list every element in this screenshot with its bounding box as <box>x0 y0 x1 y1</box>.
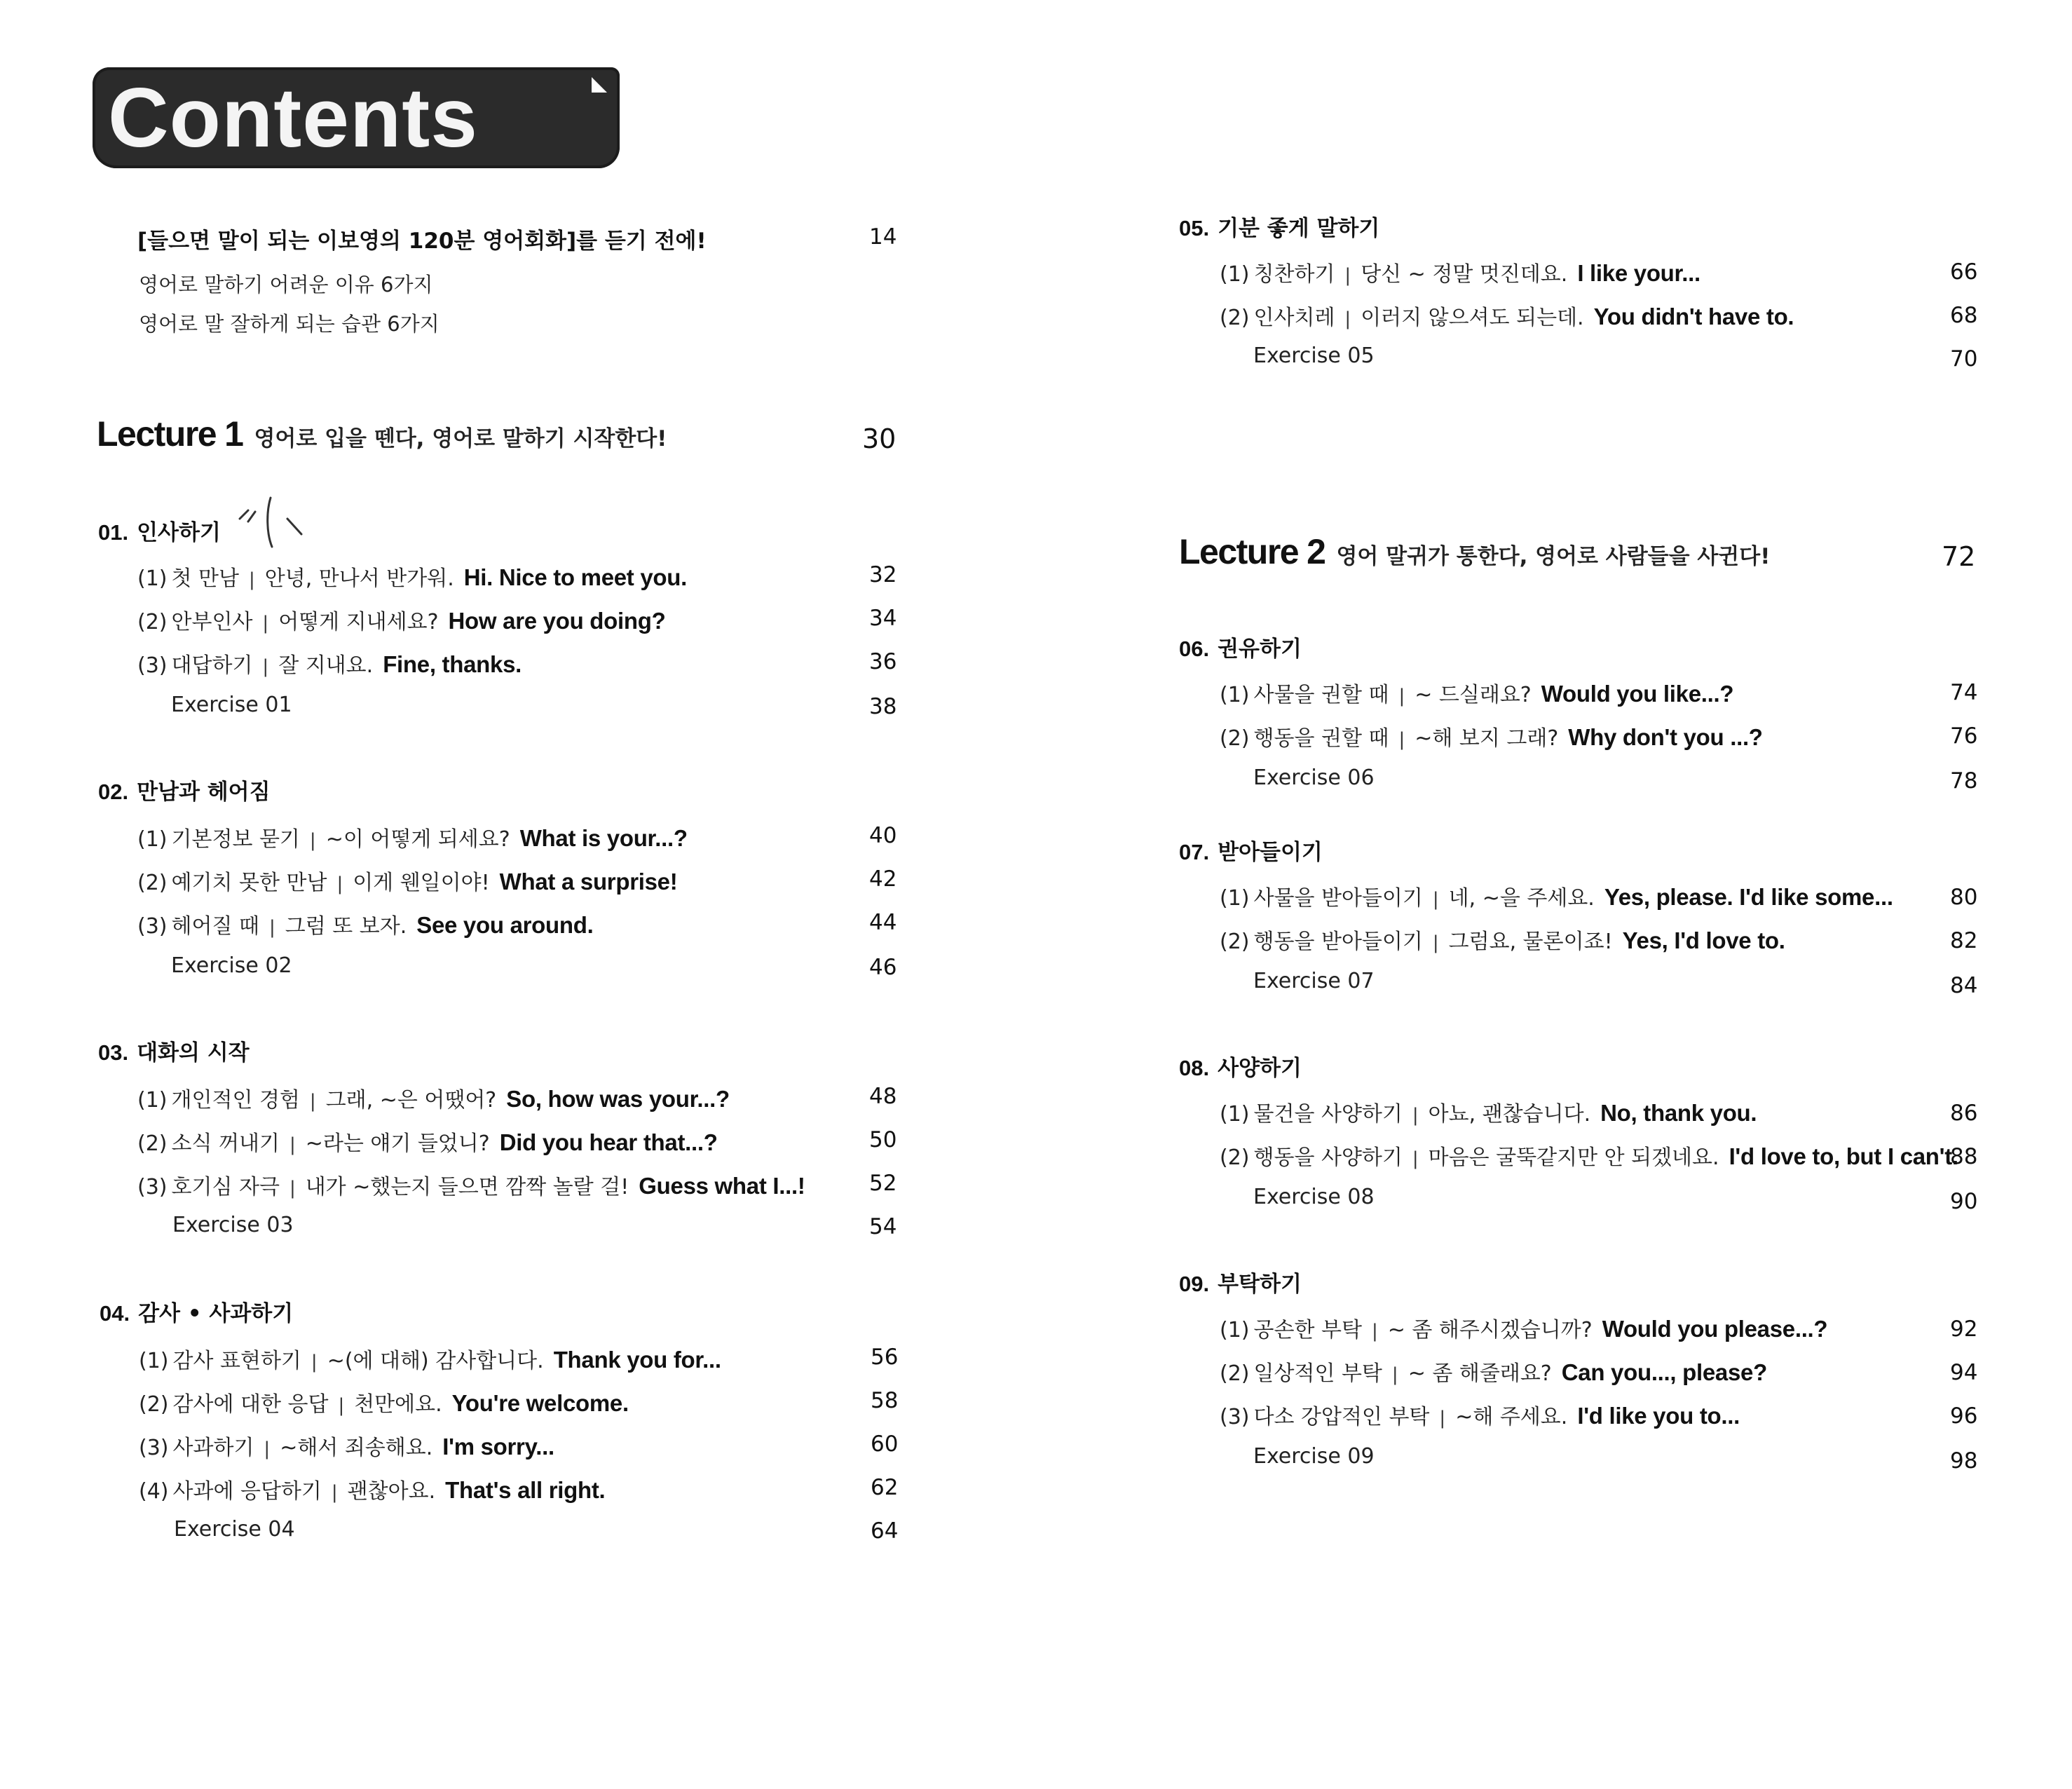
toc-item[interactable] <box>1220 257 1700 287</box>
item-topic: 첫 만남 <box>171 566 239 591</box>
item-separator: | <box>1391 1364 1398 1385</box>
exercise-link[interactable] <box>1253 1444 1375 1469</box>
item-english: I like your... <box>1577 260 1700 286</box>
item-page: 34 <box>869 606 897 631</box>
item-topic: 공손한 부탁 <box>1253 1318 1362 1342</box>
item-page: 82 <box>1950 928 1978 953</box>
item-page: 48 <box>869 1084 897 1109</box>
item-number: (4) <box>139 1479 169 1504</box>
section-number: 02. <box>98 780 129 804</box>
item-separator: | <box>331 1482 338 1503</box>
section-number: 05. <box>1179 216 1210 240</box>
item-english: What is your...? <box>519 825 688 851</box>
item-number: (2) <box>1220 930 1250 954</box>
item-number: (2) <box>139 1392 169 1417</box>
item-page: 60 <box>871 1431 899 1457</box>
item-page: 96 <box>1950 1403 1978 1429</box>
item-korean: ~해 보지 그래? <box>1415 726 1559 751</box>
item-page: 52 <box>869 1171 897 1196</box>
item-page: 86 <box>1950 1101 1978 1126</box>
toc-item[interactable] <box>1220 677 1733 708</box>
item-korean: 이러지 않으셔도 되는데. <box>1361 306 1584 330</box>
toc-item[interactable] <box>137 561 687 592</box>
item-korean: ~해 주세요. <box>1455 1405 1568 1429</box>
item-topic: 호기심 자극 <box>171 1175 280 1199</box>
item-korean: 마음은 굴뚝같지만 안 되겠네요. <box>1428 1145 1719 1170</box>
item-topic: 헤어질 때 <box>171 914 259 939</box>
section-03-title <box>98 1035 250 1066</box>
section-05-title <box>1179 210 1379 242</box>
item-english: Yes, I'd love to. <box>1622 927 1785 953</box>
item-separator: | <box>1412 1105 1419 1126</box>
item-separator: | <box>289 1134 296 1155</box>
item-separator: | <box>338 1395 345 1416</box>
section-number: 09. <box>1179 1272 1210 1296</box>
item-number: (1) <box>1220 1102 1250 1127</box>
item-korean: ~ 좀 해주시겠습니까? <box>1387 1318 1593 1342</box>
toc-item[interactable] <box>1220 721 1763 751</box>
item-topic: 대답하기 <box>171 653 253 678</box>
lecture-1-page: 30 <box>862 423 897 454</box>
item-topic: 물건을 사양하기 <box>1253 1102 1403 1127</box>
toc-item[interactable] <box>139 1343 721 1374</box>
item-korean: 이게 웬일이야! <box>353 871 490 895</box>
item-page: 32 <box>869 562 897 587</box>
item-english: See you around. <box>416 912 594 938</box>
item-korean: 내가 ~했는지 들으면 깜짝 놀랄 걸! <box>305 1175 629 1199</box>
intro-title-row <box>137 223 707 254</box>
item-topic: 행동을 권할 때 <box>1253 726 1389 751</box>
item-topic: 감사 표현하기 <box>172 1349 301 1373</box>
item-korean: ~ 드실래요? <box>1415 683 1532 707</box>
item-english: How are you doing? <box>448 608 666 634</box>
exercise-label: Exercise 02 <box>171 953 292 978</box>
toc-item[interactable] <box>137 1082 730 1113</box>
item-page: 94 <box>1950 1360 1978 1385</box>
item-korean: 네, ~을 주세요. <box>1448 886 1595 911</box>
item-topic: 기본정보 묻기 <box>171 827 300 852</box>
handwritten-scribble <box>234 491 311 551</box>
lecture-number: 2 <box>1307 532 1325 571</box>
item-separator: | <box>1371 1321 1378 1342</box>
section-09-title <box>1179 1266 1302 1298</box>
exercise-page: 46 <box>869 955 897 980</box>
exercise-link[interactable] <box>1253 969 1375 993</box>
item-topic: 사물을 받아들이기 <box>1253 886 1423 911</box>
item-number: (3) <box>137 1175 168 1199</box>
exercise-page: 54 <box>869 1214 897 1239</box>
toc-item[interactable] <box>1220 1356 1767 1387</box>
item-korean: 안녕, 만나서 반가워. <box>264 566 454 591</box>
item-topic: 행동을 사양하기 <box>1253 1145 1403 1170</box>
item-separator: | <box>336 873 343 894</box>
item-separator: | <box>309 830 316 851</box>
item-number: (2) <box>1220 306 1250 330</box>
item-number: (2) <box>1220 1145 1250 1170</box>
page-title: Contents <box>108 71 478 165</box>
item-topic: 안부인사 <box>171 610 253 634</box>
toc-item[interactable] <box>1220 1096 1757 1127</box>
intro-line: 영어로 말하기 어려운 이유 6가지 <box>139 273 433 297</box>
intro-line: 영어로 말 잘하게 되는 습관 6가지 <box>139 312 439 336</box>
section-title: 만남과 헤어짐 <box>137 780 271 805</box>
item-english: That's all right. <box>445 1477 606 1503</box>
item-topic: 소식 꺼내기 <box>171 1131 280 1156</box>
section-02-title <box>98 774 271 805</box>
exercise-link[interactable] <box>1253 343 1375 368</box>
toc-item[interactable] <box>1220 1140 1958 1171</box>
item-separator: | <box>1344 308 1351 329</box>
item-english: No, thank you. <box>1600 1100 1757 1126</box>
item-korean: 그래, ~은 어땠어? <box>325 1088 497 1113</box>
section-title: 기분 좋게 말하기 <box>1218 216 1380 241</box>
item-separator: | <box>1398 686 1405 707</box>
item-english: Yes, please. I'd like some... <box>1604 884 1893 910</box>
item-separator: | <box>262 656 269 677</box>
item-english: Did you hear that...? <box>499 1129 718 1155</box>
item-topic: 개인적인 경험 <box>171 1088 300 1113</box>
toc-item[interactable] <box>137 1169 805 1200</box>
exercise-page: 38 <box>869 694 897 719</box>
item-page: 88 <box>1950 1144 1978 1169</box>
item-number: (1) <box>1220 886 1250 911</box>
section-08-title <box>1179 1050 1302 1082</box>
item-number: (1) <box>137 827 168 852</box>
item-topic: 인사치레 <box>1253 306 1335 330</box>
item-page: 36 <box>869 649 897 674</box>
exercise-page: 90 <box>1950 1189 1978 1214</box>
section-01-title <box>98 515 221 546</box>
toc-item[interactable] <box>137 1126 718 1157</box>
section-number: 08. <box>1179 1056 1210 1080</box>
item-korean: 그럼요, 물론이죠! <box>1448 930 1613 954</box>
exercise-label: Exercise 07 <box>1253 969 1375 993</box>
item-english: Fine, thanks. <box>383 651 522 677</box>
exercise-label: Exercise 08 <box>1253 1185 1375 1209</box>
item-number: (1) <box>1220 262 1250 287</box>
item-number: (1) <box>1220 683 1250 707</box>
item-english: You didn't have to. <box>1593 304 1794 329</box>
item-korean: 천만에요. <box>354 1392 442 1417</box>
item-english: So, how was your...? <box>506 1086 730 1112</box>
toc-item[interactable] <box>1220 880 1893 911</box>
exercise-page: 84 <box>1950 973 1978 998</box>
item-english: Hi. Nice to meet you. <box>463 564 688 590</box>
item-english: I'm sorry... <box>442 1434 554 1460</box>
item-page: 62 <box>871 1475 899 1500</box>
item-page: 76 <box>1950 723 1978 749</box>
item-topic: 다소 강압적인 부탁 <box>1253 1405 1430 1429</box>
item-english: Would you like...? <box>1541 681 1734 707</box>
lecture-label: Lecture <box>97 414 217 454</box>
exercise-label: Exercise 05 <box>1253 343 1375 368</box>
section-title: 권유하기 <box>1218 637 1302 662</box>
section-number: 03. <box>98 1040 129 1065</box>
intro-title: [들으면 말이 되는 이보영의 120분 영어회화]를 듣기 전에! <box>137 229 707 254</box>
item-page: 80 <box>1950 885 1978 910</box>
item-separator: | <box>309 1091 316 1112</box>
item-korean: 어떻게 지내세요? <box>278 610 439 634</box>
item-korean: ~라는 얘기 들었니? <box>305 1131 490 1156</box>
toc-item[interactable] <box>1220 924 1785 955</box>
item-english: Guess what I...! <box>639 1173 805 1199</box>
item-english: I'd like you to... <box>1577 1403 1740 1429</box>
item-english: Thank you for... <box>553 1347 721 1373</box>
item-topic: 행동을 받아들이기 <box>1253 930 1423 954</box>
item-korean: ~이 어떻게 되세요? <box>325 827 510 852</box>
item-english: Would you please...? <box>1602 1316 1828 1342</box>
section-title: 대화의 시작 <box>137 1040 250 1066</box>
exercise-label: Exercise 01 <box>171 693 292 717</box>
section-04-title <box>100 1295 293 1327</box>
item-number: (1) <box>137 566 168 591</box>
item-number: (3) <box>1220 1405 1250 1429</box>
item-page: 74 <box>1950 680 1978 705</box>
lecture-2-heading <box>1179 531 1770 572</box>
item-topic: 사과하기 <box>172 1436 254 1460</box>
item-separator: | <box>268 917 275 938</box>
item-separator: | <box>262 613 269 634</box>
exercise-label: Exercise 06 <box>1253 766 1375 790</box>
toc-item[interactable] <box>137 604 665 635</box>
item-english: You're welcome. <box>451 1390 629 1416</box>
item-page: 42 <box>869 866 897 892</box>
item-korean: 아뇨, 괜찮습니다. <box>1428 1102 1591 1127</box>
toc-item[interactable] <box>1220 1399 1740 1430</box>
item-number: (1) <box>137 1088 168 1113</box>
item-page: 40 <box>869 823 897 848</box>
section-title: 사양하기 <box>1218 1056 1302 1081</box>
item-number: (3) <box>137 653 168 678</box>
lecture-subtitle: 영어로 입을 뗀다, 영어로 말하기 시작한다! <box>254 426 667 451</box>
item-korean: ~(에 대해) 감사합니다. <box>327 1349 544 1373</box>
lecture-2-page: 72 <box>1942 541 1976 572</box>
item-separator: | <box>1432 932 1439 953</box>
item-page: 44 <box>869 910 897 935</box>
section-number: 01. <box>98 520 129 545</box>
item-number: (2) <box>137 1131 168 1156</box>
item-separator: | <box>248 569 255 590</box>
section-06-title <box>1179 631 1302 662</box>
exercise-link[interactable] <box>174 1517 295 1542</box>
exercise-label: Exercise 04 <box>174 1517 295 1542</box>
intro-line-2 <box>139 308 439 337</box>
item-topic: 일상적인 부탁 <box>1253 1361 1382 1386</box>
exercise-link[interactable] <box>171 953 292 978</box>
item-separator: | <box>311 1352 318 1373</box>
section-number: 04. <box>100 1301 130 1326</box>
item-english: Can you..., please? <box>1561 1359 1767 1385</box>
item-number: (2) <box>137 871 168 895</box>
exercise-label: Exercise 03 <box>172 1213 294 1237</box>
item-separator: | <box>264 1438 271 1460</box>
section-title: 감사 • 사과하기 <box>138 1301 294 1326</box>
exercise-label: Exercise 09 <box>1253 1444 1375 1469</box>
item-number: (3) <box>137 914 168 939</box>
right-page <box>1036 0 2072 1789</box>
item-korean: 그럼 또 보자. <box>285 914 407 939</box>
lecture-label: Lecture <box>1179 532 1299 571</box>
exercise-link[interactable] <box>171 693 292 717</box>
item-number: (2) <box>1220 1361 1250 1386</box>
item-separator: | <box>289 1178 296 1199</box>
toc-item[interactable] <box>139 1387 629 1417</box>
exercise-page: 78 <box>1950 768 1978 794</box>
item-separator: | <box>1412 1148 1419 1169</box>
lecture-number: 1 <box>224 414 243 454</box>
item-number: (2) <box>1220 726 1250 751</box>
exercise-page: 98 <box>1950 1448 1978 1474</box>
exercise-link[interactable] <box>1253 1185 1375 1209</box>
item-page: 92 <box>1950 1317 1978 1342</box>
folded-corner-icon <box>589 74 610 95</box>
item-topic: 칭찬하기 <box>1253 262 1335 287</box>
item-topic: 사물을 권할 때 <box>1253 683 1389 707</box>
item-korean: 당신 ~ 정말 멋진데요. <box>1361 262 1568 287</box>
lecture-subtitle: 영어 말귀가 통한다, 영어로 사람들을 사귄다! <box>1336 544 1771 569</box>
toc-item[interactable] <box>1220 1312 1827 1343</box>
section-07-title <box>1179 834 1323 866</box>
toc-item[interactable] <box>137 865 677 896</box>
item-separator: | <box>1344 265 1351 286</box>
item-topic: 예기치 못한 만남 <box>171 871 327 895</box>
item-english: Why don't you ...? <box>1568 724 1763 750</box>
item-page: 56 <box>871 1345 899 1370</box>
toc-item[interactable] <box>139 1430 554 1461</box>
item-separator: | <box>1432 889 1439 910</box>
toc-item[interactable] <box>1220 300 1794 331</box>
exercise-link[interactable] <box>1253 766 1375 790</box>
contents-banner <box>93 67 620 168</box>
item-number: (2) <box>137 610 168 634</box>
item-page: 58 <box>871 1388 899 1413</box>
section-number: 06. <box>1179 637 1210 661</box>
item-separator: | <box>1398 729 1405 750</box>
item-page: 68 <box>1950 303 1978 328</box>
section-number: 07. <box>1179 840 1210 864</box>
item-korean: ~ 좀 해줄래요? <box>1408 1361 1552 1386</box>
item-number: (3) <box>139 1436 169 1460</box>
item-topic: 감사에 대한 응답 <box>172 1392 329 1417</box>
exercise-link[interactable] <box>172 1213 294 1237</box>
item-topic: 사과에 응답하기 <box>172 1479 322 1504</box>
item-english: I'd love to, but I can't. <box>1729 1143 1958 1169</box>
lecture-1-heading <box>97 414 667 454</box>
item-page: 66 <box>1950 259 1978 285</box>
section-title: 인사하기 <box>137 520 221 545</box>
item-korean: 잘 지내요. <box>278 653 374 678</box>
item-english: What a surprise! <box>499 869 678 894</box>
section-title: 받아들이기 <box>1218 840 1323 865</box>
intro-line-1 <box>139 269 433 298</box>
exercise-page: 64 <box>871 1518 899 1544</box>
item-page: 50 <box>869 1127 897 1152</box>
exercise-page: 70 <box>1950 346 1978 372</box>
toc-item[interactable] <box>137 648 522 679</box>
toc-item[interactable] <box>139 1474 605 1504</box>
item-number: (1) <box>1220 1318 1250 1342</box>
item-number: (1) <box>139 1349 169 1373</box>
toc-item[interactable] <box>137 909 593 939</box>
item-korean: ~해서 죄송해요. <box>280 1436 433 1460</box>
intro-page: 14 <box>869 224 897 250</box>
toc-item[interactable] <box>137 822 688 852</box>
item-separator: | <box>1439 1408 1446 1429</box>
section-title: 부탁하기 <box>1218 1272 1302 1297</box>
item-korean: 괜찮아요. <box>347 1479 436 1504</box>
